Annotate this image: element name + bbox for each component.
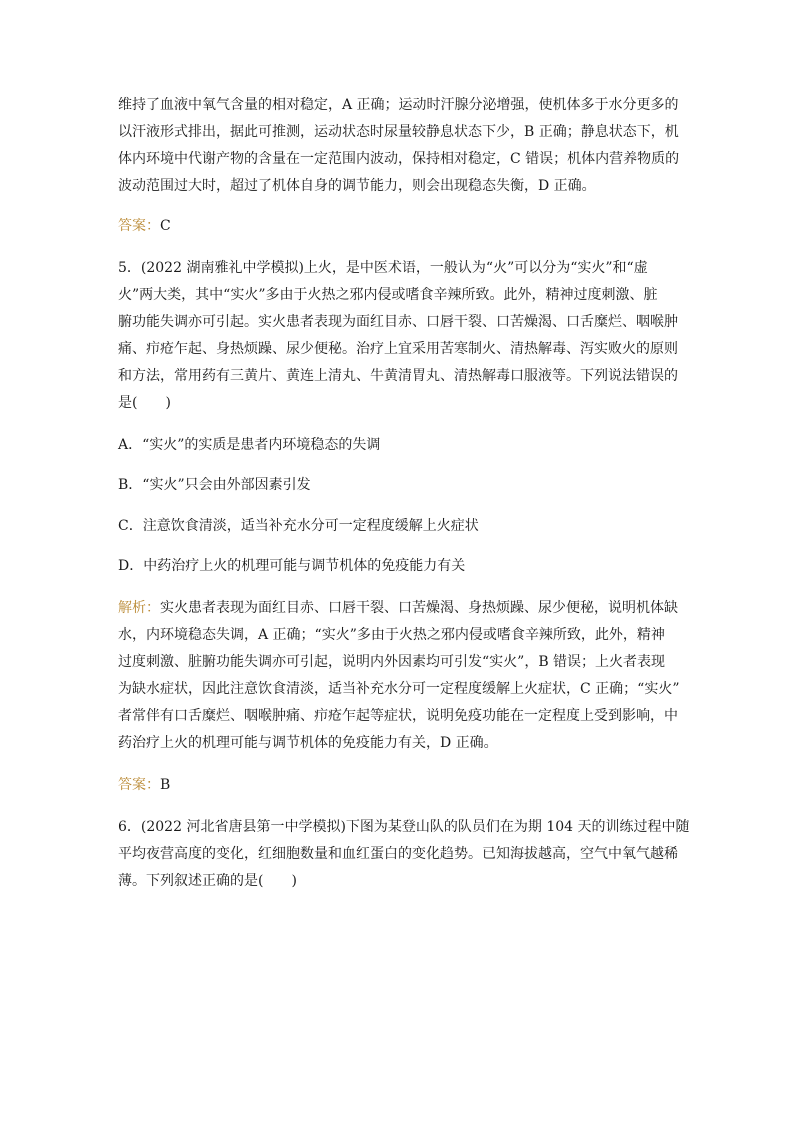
- text-line: 水，内环境稳态失调，A 正确；“实火”多由于火热之邪内侵或嗜食辛辣所致，此外，精神: [118, 627, 665, 643]
- text-line: 实火患者表现为面红目赤、口唇干裂、口苦燥渴、身热烦躁、尿少便秘，说明机体缺: [160, 600, 678, 616]
- text-line: 平均夜营高度的变化，红细胞数量和血红蛋白的变化趋势。已知海拔越高，空气中氧气越稀: [118, 846, 678, 862]
- text-line: 是( ): [118, 395, 171, 411]
- option-text: C．注意饮食清淡，适当补充水分可一定程度缓解上火症状: [118, 518, 479, 534]
- answer-q4: [118, 213, 678, 240]
- text-line: 6．(2022 河北省唐县第一中学模拟)下图为某登山队的队员们在为期 104 天的训练过程中随: [118, 819, 690, 835]
- text-line: 为缺水症状，因此注意饮食清淡，适当补充水分可一定程度缓解上火症状，C 正确；“实火”: [118, 681, 680, 697]
- option-text: B．“实火”只会由外部因素引发: [118, 477, 311, 493]
- answer-value: C: [160, 218, 171, 234]
- option-text: D．中药治疗上火的机理可能与调节机体的免疫能力有关: [118, 558, 466, 574]
- option-d: [118, 553, 678, 580]
- text-line: 者常伴有口舌糜烂、咽喉肿痛、疖疮乍起等症状，说明免疫功能在一定程度上受到影响，中: [118, 708, 678, 724]
- text-line: 5．(2022 湖南雅礼中学模拟)上火，是中医术语，一般认为“火”可以分为“实火”和“虚: [118, 260, 648, 276]
- explanation-q4: [118, 92, 678, 200]
- text-line: 腑功能失调亦可引起。实火患者表现为面红目赤、口唇干裂、口苦燥渴、口舌糜烂、咽喉肿: [118, 314, 678, 330]
- text-line: 维持了血液中氧气含量的相对稳定，A 正确；运动时汗腺分泌增强，使机体多于水分更多的: [118, 97, 679, 113]
- question-5: [118, 255, 678, 417]
- explanation-label: 解析：: [118, 600, 160, 616]
- answer-label: 答案：: [118, 777, 160, 793]
- option-b: [118, 472, 678, 499]
- text-line: 体内环境中代谢产物的含量在一定范围内波动，保持相对稳定，C 错误；机体内营养物质的: [118, 151, 680, 167]
- explanation-q5: [118, 595, 678, 757]
- answer-value: B: [160, 777, 171, 793]
- option-text: A．“实火”的实质是患者内环境稳态的失调: [118, 437, 381, 453]
- text-line: 波动范围过大时，超过了机体自身的调节能力，则会出现稳态失衡，D 正确。: [118, 178, 596, 194]
- answer-q5: [118, 772, 678, 799]
- text-line: 痛、疖疮乍起、身热烦躁、尿少便秘。治疗上宜采用苦寒制火、清热解毒、泻实败火的原则: [118, 341, 678, 357]
- answer-label: 答案：: [118, 218, 160, 234]
- text-line: 以汗液形式排出，据此可推测，运动状态时尿量较静息状态下少，B 正确；静息状态下，机: [118, 124, 679, 140]
- text-line: 药治疗上火的机理可能与调节机体的免疫能力有关，D 正确。: [118, 735, 498, 751]
- text-line: 薄。下列叙述正确的是( ): [118, 873, 297, 889]
- question-6: [118, 814, 690, 895]
- text-line: 过度刺激、脏腑功能失调亦可引起，说明内外因素均可引发“实火”，B 错误；上火者表现: [118, 654, 666, 670]
- text-line: 火”两大类，其中“实火”多由于火热之邪内侵或嗜食辛辣所致。此外，精神过度刺激、脏: [118, 287, 658, 303]
- option-c: [118, 513, 678, 540]
- option-a: [118, 432, 678, 459]
- text-line: 和方法，常用药有三黄片、黄连上清丸、牛黄清胃丸、清热解毒口服液等。下列说法错误的: [118, 368, 678, 384]
